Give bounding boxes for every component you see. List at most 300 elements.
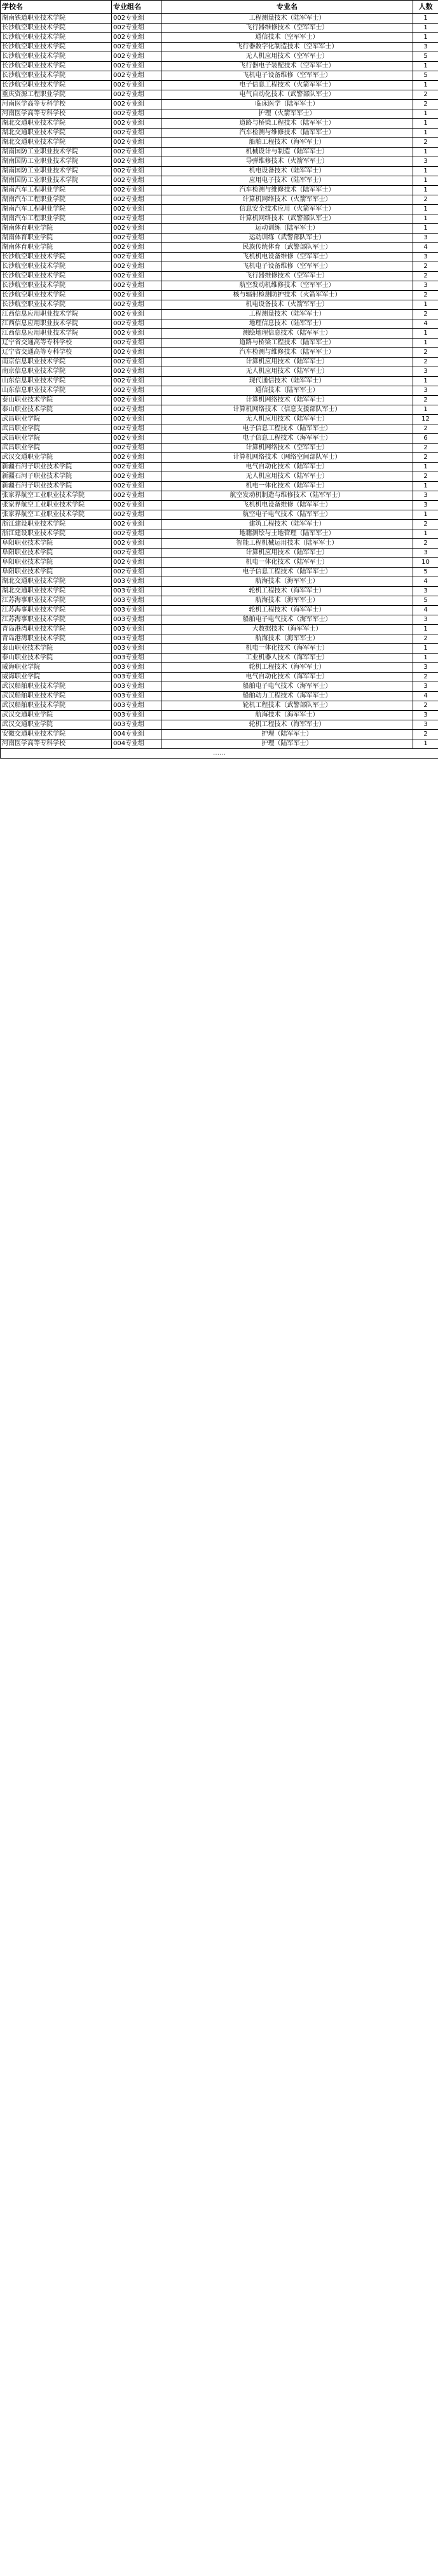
cell-count: 1 <box>413 625 438 634</box>
table-row <box>1 224 438 234</box>
cell-school: 湖南汽车工程职业学院 <box>1 205 112 214</box>
cell-major: 电气自动化技术（武警部队军士） <box>161 90 413 100</box>
cell-major: 护理（陆军军士） <box>161 730 413 739</box>
table-row <box>1 129 438 138</box>
cell-school: 武昌职业学院 <box>1 424 112 434</box>
cell-group: 002专业组 <box>112 62 161 71</box>
cell-group: 002专业组 <box>112 386 161 396</box>
cell-count: 2 <box>413 138 438 148</box>
cell-major: 运动训练（武警部队军士） <box>161 234 413 243</box>
cell-major: 电气自动化技术（海军军士） <box>161 673 413 682</box>
table-row <box>1 71 438 81</box>
cell-school: 武昌职业学院 <box>1 444 112 453</box>
cell-group: 003专业组 <box>112 644 161 654</box>
cell-school: 张家界航空工业职业技术学院 <box>1 501 112 510</box>
cell-group: 002专业组 <box>112 367 161 377</box>
cell-major: 轮机工程技术（武警部队军士） <box>161 701 413 711</box>
cell-count: 4 <box>413 606 438 615</box>
table-row <box>1 739 438 749</box>
cell-school: 山东信息职业技术学院 <box>1 386 112 396</box>
table-row <box>1 367 438 377</box>
cell-count: 5 <box>413 568 438 577</box>
cell-count: 1 <box>413 224 438 234</box>
table-row <box>1 644 438 654</box>
cell-count: 3 <box>413 253 438 262</box>
cell-group: 003专业组 <box>112 711 161 720</box>
cell-major: 智能工程机械运用技术（陆军军士） <box>161 539 413 549</box>
cell-count: 1 <box>413 148 438 157</box>
cell-major: 计算机网络技术（陆军军士） <box>161 396 413 405</box>
cell-count: 1 <box>413 81 438 90</box>
table-row <box>1 291 438 300</box>
cell-school: 长沙航空职业技术学院 <box>1 33 112 43</box>
cell-major: 现代通信技术（陆军军士） <box>161 377 413 386</box>
cell-group: 003专业组 <box>112 701 161 711</box>
cell-group: 002专业组 <box>112 90 161 100</box>
cell-major: 飞机机电设备维修（陆军军士） <box>161 501 413 510</box>
cell-count: 2 <box>413 701 438 711</box>
cell-major: 计算机网络技术（空军军士） <box>161 444 413 453</box>
cell-group: 003专业组 <box>112 577 161 587</box>
cell-school: 湖南国防工业职业技术学院 <box>1 148 112 157</box>
cell-group: 002专业组 <box>112 81 161 90</box>
cell-group: 002专业组 <box>112 396 161 405</box>
cell-group: 002专业组 <box>112 300 161 310</box>
table-row <box>1 424 438 434</box>
cell-school: 湖南体育职业学院 <box>1 243 112 253</box>
table-row <box>1 109 438 119</box>
cell-count: 5 <box>413 71 438 81</box>
table-row <box>1 453 438 463</box>
cell-count: 2 <box>413 90 438 100</box>
cell-count: 1 <box>413 739 438 749</box>
cell-major: 地籍测绘与土地管理（陆军军士） <box>161 529 413 539</box>
cell-group: 002专业组 <box>112 167 161 176</box>
cell-count: 12 <box>413 415 438 424</box>
table-row <box>1 634 438 644</box>
cell-school: 江西信息应用职业技术学院 <box>1 310 112 319</box>
table-row <box>1 444 438 453</box>
cell-major: 航空发动机制造与维修技术（陆军军士） <box>161 491 413 501</box>
cell-major: 机电一体化技术（海军军士） <box>161 644 413 654</box>
cell-group: 003专业组 <box>112 720 161 730</box>
cell-group: 002专业组 <box>112 319 161 329</box>
cell-school: 浙江建设职业技术学院 <box>1 529 112 539</box>
cell-count: 5 <box>413 596 438 606</box>
cell-major: 地理信息技术（陆军军士） <box>161 319 413 329</box>
cell-school: 湖北交通职业技术学院 <box>1 119 112 129</box>
cell-group: 002专业组 <box>112 186 161 195</box>
cell-count: 1 <box>413 167 438 176</box>
table-row <box>1 205 438 214</box>
table-row <box>1 720 438 730</box>
cell-count: 1 <box>413 644 438 654</box>
cell-count: 2 <box>413 358 438 367</box>
cell-school: 浙江建设职业技术学院 <box>1 520 112 529</box>
cell-count: 1 <box>413 62 438 71</box>
cell-count: 3 <box>413 615 438 625</box>
cell-group: 002专业组 <box>112 405 161 415</box>
cell-count: 1 <box>413 33 438 43</box>
table-row <box>1 682 438 692</box>
cell-group: 002专业组 <box>112 510 161 520</box>
cell-count: 2 <box>413 453 438 463</box>
cell-major: 护理（陆军军士） <box>161 739 413 749</box>
cell-school: 河南医学高等专科学校 <box>1 100 112 109</box>
table-row <box>1 463 438 472</box>
cell-major: 机电一体化技术（陆军军士） <box>161 558 413 568</box>
cell-major: 计算机网络技术（武警部队军士） <box>161 214 413 224</box>
cell-major: 轮机工程技术（海军军士） <box>161 606 413 615</box>
cell-school: 青岛港湾职业技术学院 <box>1 625 112 634</box>
table-row <box>1 100 438 109</box>
cell-school: 湖南铁道职业技术学院 <box>1 14 112 24</box>
cell-group: 002专业组 <box>112 453 161 463</box>
table-row <box>1 577 438 587</box>
table-row <box>1 62 438 71</box>
cell-count: 2 <box>413 195 438 205</box>
cell-school: 江苏海事职业技术学院 <box>1 596 112 606</box>
table-row <box>1 558 438 568</box>
cell-group: 004专业组 <box>112 739 161 749</box>
cell-group: 002专业组 <box>112 558 161 568</box>
cell-school: 泰山职业技术学院 <box>1 396 112 405</box>
cell-group: 002专业组 <box>112 501 161 510</box>
cell-count: 2 <box>413 730 438 739</box>
table-row <box>1 711 438 720</box>
table-row <box>1 405 438 415</box>
table-row <box>1 214 438 224</box>
table-row <box>1 377 438 386</box>
table-row <box>1 386 438 396</box>
cell-group: 003专业组 <box>112 692 161 701</box>
cell-count: 3 <box>413 682 438 692</box>
table-row <box>1 539 438 549</box>
cell-group: 003专业组 <box>112 682 161 692</box>
cell-school: 湖南体育职业学院 <box>1 224 112 234</box>
table-row <box>1 43 438 52</box>
cell-count: 3 <box>413 234 438 243</box>
cell-school: 河南医学高等专科学校 <box>1 109 112 119</box>
table-row <box>1 243 438 253</box>
cell-group: 003专业组 <box>112 663 161 673</box>
cell-school: 泰山职业技术学院 <box>1 654 112 663</box>
cell-school: 青岛港湾职业技术学院 <box>1 634 112 644</box>
cell-group: 003专业组 <box>112 673 161 682</box>
cell-major: 电气自动化技术（陆军军士） <box>161 463 413 472</box>
table-row <box>1 358 438 367</box>
cell-major: 飞行器数字化制造技术（空军军士） <box>161 43 413 52</box>
cell-count: 2 <box>413 424 438 434</box>
cell-count: 4 <box>413 243 438 253</box>
cell-school: 长沙航空职业技术学院 <box>1 253 112 262</box>
table-row <box>1 520 438 529</box>
cell-group: 002专业组 <box>112 195 161 205</box>
header-count: 人数 <box>413 1 438 14</box>
cell-school: 安徽交通职业技术学院 <box>1 730 112 739</box>
cell-group: 002专业组 <box>112 24 161 33</box>
cell-major: 航海技术（海军军士） <box>161 596 413 606</box>
cell-major: 飞行器电子装配技术（空军军士） <box>161 62 413 71</box>
cell-school: 长沙航空职业技术学院 <box>1 281 112 291</box>
cell-count: 3 <box>413 587 438 596</box>
table-row <box>1 692 438 701</box>
cell-group: 002专业组 <box>112 549 161 558</box>
cell-school: 长沙航空职业技术学院 <box>1 300 112 310</box>
cell-count: 1 <box>413 129 438 138</box>
table-row <box>1 176 438 186</box>
table-row <box>1 262 438 272</box>
table-row <box>1 90 438 100</box>
cell-major: 运动训练（陆军军士） <box>161 224 413 234</box>
cell-major: 计算机应用技术（陆军军士） <box>161 549 413 558</box>
cell-count: 3 <box>413 711 438 720</box>
cell-school: 武昌职业学院 <box>1 434 112 444</box>
cell-group: 003专业组 <box>112 587 161 596</box>
table-row <box>1 119 438 129</box>
table-row <box>1 587 438 596</box>
cell-school: 武汉船舶职业技术学院 <box>1 692 112 701</box>
cell-group: 002专业组 <box>112 415 161 424</box>
cell-group: 002专业组 <box>112 491 161 501</box>
cell-group: 002专业组 <box>112 539 161 549</box>
cell-count: 3 <box>413 157 438 167</box>
table-row <box>1 701 438 711</box>
cell-count: 3 <box>413 501 438 510</box>
cell-school: 张家界航空工业职业技术学院 <box>1 510 112 520</box>
cell-major: 计算机网络技术（信息支援部队军士） <box>161 405 413 415</box>
cell-major: 船舶电子电气技术（海军军士） <box>161 682 413 692</box>
cell-major: 工程测量技术（陆军军士） <box>161 14 413 24</box>
cell-count: 1 <box>413 329 438 339</box>
table-row <box>1 329 438 339</box>
cell-school: 阜阳职业技术学院 <box>1 568 112 577</box>
cell-count: 1 <box>413 463 438 472</box>
cell-group: 002专业组 <box>112 71 161 81</box>
cell-group: 002专业组 <box>112 434 161 444</box>
cell-school: 新疆石河子职业技术学院 <box>1 472 112 482</box>
cell-group: 002专业组 <box>112 234 161 243</box>
cell-school: 湖北交通职业技术学院 <box>1 577 112 587</box>
cell-group: 002专业组 <box>112 348 161 358</box>
table-row <box>1 339 438 348</box>
cell-count: 1 <box>413 482 438 491</box>
cell-count: 2 <box>413 272 438 281</box>
table-row <box>1 186 438 195</box>
cell-count: 2 <box>413 100 438 109</box>
cell-school: 长沙航空职业技术学院 <box>1 43 112 52</box>
cell-count: 1 <box>413 405 438 415</box>
cell-count: 10 <box>413 558 438 568</box>
cell-count: 2 <box>413 262 438 272</box>
table-row <box>1 396 438 405</box>
cell-school: 长沙航空职业技术学院 <box>1 52 112 62</box>
cell-school: 武昌职业学院 <box>1 415 112 424</box>
cell-count: 1 <box>413 654 438 663</box>
table-row <box>1 654 438 663</box>
cell-group: 002专业组 <box>112 205 161 214</box>
cell-group: 002专业组 <box>112 358 161 367</box>
cell-group: 004专业组 <box>112 730 161 739</box>
cell-group: 002专业组 <box>112 138 161 148</box>
cell-major: 电子信息工程技术（海军军士） <box>161 434 413 444</box>
cell-school: 威海职业学院 <box>1 673 112 682</box>
cell-major: 导弹维修技术（火箭军军士） <box>161 157 413 167</box>
cell-group: 002专业组 <box>112 329 161 339</box>
cell-count: 1 <box>413 186 438 195</box>
cell-major: 船舶电子电气技术（海军军士） <box>161 615 413 625</box>
cell-major: 汽车检测与维修技术（陆军军士） <box>161 348 413 358</box>
table-row <box>1 281 438 291</box>
cell-group: 002专业组 <box>112 253 161 262</box>
cell-major: 计算机网络技术（网络空间部队军士） <box>161 453 413 463</box>
table-row <box>1 415 438 424</box>
cell-count: 4 <box>413 692 438 701</box>
table-row <box>1 615 438 625</box>
cell-count: 3 <box>413 549 438 558</box>
cell-count: 3 <box>413 720 438 730</box>
table-row <box>1 157 438 167</box>
cell-major: 轮机工程技术（海军军士） <box>161 587 413 596</box>
cell-group: 002专业组 <box>112 176 161 186</box>
table-body <box>1 14 438 759</box>
cell-major: 工业机器人技术（海军军士） <box>161 654 413 663</box>
table-row <box>1 596 438 606</box>
cell-school: 河南医学高等专科学校 <box>1 739 112 749</box>
cell-major: 电子信息工程技术（火箭军军士） <box>161 81 413 90</box>
cell-group: 002专业组 <box>112 52 161 62</box>
cell-major: 电子信息工程技术（陆军军士） <box>161 568 413 577</box>
cell-count: 2 <box>413 348 438 358</box>
cell-count: 2 <box>413 291 438 300</box>
cell-group: 002专业组 <box>112 281 161 291</box>
cell-major: 民族传统体育（武警部队军士） <box>161 243 413 253</box>
cell-school: 新疆石河子职业技术学院 <box>1 463 112 472</box>
cell-major: 工程测量技术（陆军军士） <box>161 310 413 319</box>
cell-school: 南京信息职业技术学院 <box>1 358 112 367</box>
cell-school: 长沙航空职业技术学院 <box>1 62 112 71</box>
table-row <box>1 14 438 24</box>
cell-group: 002专业组 <box>112 214 161 224</box>
cell-group: 002专业组 <box>112 463 161 472</box>
cell-school: 阜阳职业技术学院 <box>1 539 112 549</box>
cell-school: 泰山职业技术学院 <box>1 405 112 415</box>
cell-major: 飞行器维修技术（空军军士） <box>161 24 413 33</box>
cell-major: 飞机电子设备维修（空军军士） <box>161 71 413 81</box>
cell-school: 湖南国防工业职业技术学院 <box>1 167 112 176</box>
cell-major: 航空发动机维修技术（空军军士） <box>161 281 413 291</box>
table-row <box>1 501 438 510</box>
cell-school: 新疆石河子职业技术学院 <box>1 482 112 491</box>
cell-count: 3 <box>413 491 438 501</box>
cell-group: 002专业组 <box>112 33 161 43</box>
cell-count: 2 <box>413 396 438 405</box>
cell-major: 核与辐射检测防护技术（火箭军军士） <box>161 291 413 300</box>
cell-count: 6 <box>413 434 438 444</box>
table-row <box>1 33 438 43</box>
cell-school: 山东信息职业技术学院 <box>1 377 112 386</box>
cell-group: 002专业组 <box>112 262 161 272</box>
table-row <box>1 472 438 482</box>
table-row <box>1 568 438 577</box>
cell-school: 长沙航空职业技术学院 <box>1 24 112 33</box>
cell-major: 大数据技术（海军军士） <box>161 625 413 634</box>
cell-school: 武汉船舶职业技术学院 <box>1 701 112 711</box>
cell-group: 002专业组 <box>112 243 161 253</box>
cell-school: 湖南汽车工程职业学院 <box>1 195 112 205</box>
cell-school: 武汉交通职业学院 <box>1 453 112 463</box>
cell-school: 湖北交通职业技术学院 <box>1 587 112 596</box>
cell-major: 无人机应用技术（陆军军士） <box>161 415 413 424</box>
cell-count: 3 <box>413 43 438 52</box>
cell-group: 002专业组 <box>112 224 161 234</box>
table-row <box>1 253 438 262</box>
cell-major: 计算机应用技术（陆军军士） <box>161 358 413 367</box>
table-row <box>1 625 438 634</box>
cell-school: 湖北交通职业技术学院 <box>1 129 112 138</box>
cell-school: 江西信息应用职业技术学院 <box>1 319 112 329</box>
cell-group: 002专业组 <box>112 272 161 281</box>
cell-major: 通信技术（陆军军士） <box>161 386 413 396</box>
table-row <box>1 167 438 176</box>
cell-school: 武汉交通职业学院 <box>1 711 112 720</box>
cell-school: 长沙航空职业技术学院 <box>1 272 112 281</box>
cell-count: 1 <box>413 377 438 386</box>
cell-school: 长沙航空职业技术学院 <box>1 81 112 90</box>
cell-group: 003专业组 <box>112 654 161 663</box>
table-row <box>1 195 438 205</box>
cell-count: 2 <box>413 520 438 529</box>
cell-school: 威海职业学院 <box>1 663 112 673</box>
cell-count: 3 <box>413 367 438 377</box>
table-row <box>1 482 438 491</box>
table-row <box>1 52 438 62</box>
cell-count: 1 <box>413 176 438 186</box>
table-row <box>1 529 438 539</box>
cell-major: 飞行器维修技术（空军军士） <box>161 272 413 281</box>
cell-group: 003专业组 <box>112 634 161 644</box>
cell-group: 003专业组 <box>112 596 161 606</box>
table-row <box>1 673 438 682</box>
cell-group: 003专业组 <box>112 606 161 615</box>
cell-group: 002专业组 <box>112 568 161 577</box>
cell-school: 武汉船舶职业技术学院 <box>1 682 112 692</box>
cell-major: 机电设备技术（陆军军士） <box>161 167 413 176</box>
cell-school: 阜阳职业技术学院 <box>1 549 112 558</box>
cell-school: 湖北交通职业技术学院 <box>1 138 112 148</box>
table-row <box>1 300 438 310</box>
cell-count: 1 <box>413 510 438 520</box>
cell-group: 002专业组 <box>112 339 161 348</box>
cell-count: 3 <box>413 386 438 396</box>
cell-count: 1 <box>413 339 438 348</box>
cell-school: 湖南汽车工程职业学院 <box>1 186 112 195</box>
cell-count: 1 <box>413 300 438 310</box>
cell-major: 电子信息工程技术（陆军军士） <box>161 424 413 434</box>
header-major: 专业名 <box>161 1 413 14</box>
cell-major: 无人机应用技术（空军军士） <box>161 52 413 62</box>
cell-count: 1 <box>413 529 438 539</box>
cell-group: 002专业组 <box>112 529 161 539</box>
cell-school: 阜阳职业技术学院 <box>1 558 112 568</box>
cell-school: 张家界航空工业职业技术学院 <box>1 491 112 501</box>
cell-major: 应用电子技术（陆军军士） <box>161 176 413 186</box>
cell-major: 信息安全技术应用（火箭军军士） <box>161 205 413 214</box>
table-row <box>1 663 438 673</box>
cell-count: 2 <box>413 472 438 482</box>
table-row <box>1 272 438 281</box>
cell-group: 002专业组 <box>112 14 161 24</box>
